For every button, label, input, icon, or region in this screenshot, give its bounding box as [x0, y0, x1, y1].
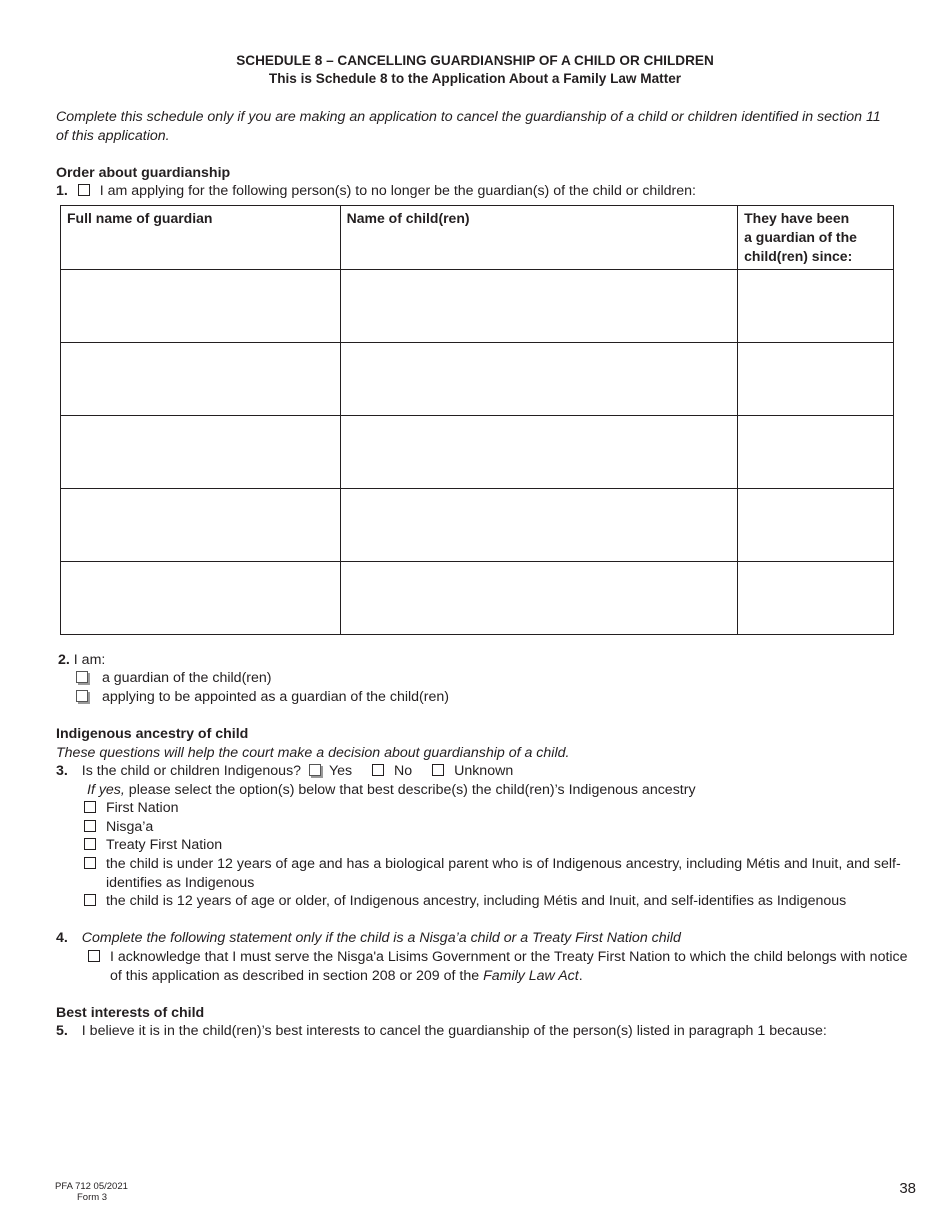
q3-option-nisgaa: [84, 819, 153, 835]
best-interests-heading: Best interests of child: [56, 1005, 205, 1021]
guardian-since-cell[interactable]: [738, 562, 894, 635]
guardian-since-cell[interactable]: [738, 489, 894, 562]
question-3-number: 3.: [56, 763, 68, 779]
question-1-text: I am applying for the following person(s) to no longer be the guardian(s) of the child or children:: [99, 183, 696, 199]
q2-appointed-label: applying to be appointed as a guardian of the child(ren): [101, 689, 449, 705]
q2-guardian-label: a guardian of the child(ren): [101, 670, 272, 686]
guardian-name-cell[interactable]: [61, 489, 341, 562]
question-4: [56, 930, 681, 946]
q3-option-treaty-first-nation: [84, 837, 222, 853]
col-header-since-line-1: They have been: [744, 210, 850, 226]
col-header-since-line-3: child(ren) since:: [744, 248, 853, 264]
q2-option-guardian: [76, 670, 272, 686]
form-name: Form 3: [77, 1192, 108, 1203]
guardian-since-cell[interactable]: [738, 343, 894, 416]
guardian-since-cell[interactable]: [738, 270, 894, 343]
child-name-cell[interactable]: [340, 562, 737, 635]
q3-if-yes-rest: please select the option(s) below that best describe(s) the child(ren)’s Indigenous ancestry: [124, 782, 696, 798]
question-2-number: 2.: [58, 652, 70, 668]
nisgaa-label: Nisga’a: [105, 819, 154, 835]
guardian-table: [60, 205, 894, 635]
q3-option-first-nation: [84, 800, 178, 816]
question-3-text: Is the child or children Indigenous?: [81, 763, 302, 779]
q2-option-appointed: [76, 689, 449, 705]
acknowledge-line-2: [110, 968, 583, 984]
table-row: [61, 343, 894, 416]
q3-option-12-or-older: [84, 893, 846, 909]
question-5-text: I believe it is in the child(ren)’s best interests to cancel the guardianship of the person(s) listed in paragraph 1 because:: [81, 1023, 827, 1039]
acknowledge-line-2-pre: of this application as described in section 208 or 209 of the: [110, 968, 484, 984]
question-1-number: 1.: [56, 183, 68, 199]
q2-guardian-checkbox[interactable]: [76, 671, 88, 683]
question-2-text: I am:: [73, 652, 106, 668]
twelve-or-older-checkbox[interactable]: [84, 894, 96, 906]
table-row: [61, 270, 894, 343]
first-nation-label: First Nation: [105, 800, 179, 816]
acknowledge-line-1: I acknowledge that I must serve the Nisga'a Lisims Government or the Treaty First Nation to which the child belongs with notice: [109, 949, 908, 965]
col-header-guardian-since: [738, 206, 894, 270]
order-heading: Order about guardianship: [56, 165, 231, 181]
acknowledge-line-2-post: .: [578, 968, 583, 984]
q3-unknown-label: Unknown: [454, 763, 514, 779]
table-header-row: [61, 206, 894, 270]
treaty-first-nation-label: Treaty First Nation: [105, 837, 223, 853]
child-name-cell[interactable]: [340, 343, 737, 416]
child-name-cell[interactable]: [340, 416, 737, 489]
col-header-since-line-2: a guardian of the: [744, 229, 857, 245]
guardian-name-cell[interactable]: [61, 562, 341, 635]
q4-acknowledge: [88, 949, 908, 965]
intro-line-1: Complete this schedule only if you are making an application to cancel the guardianship of a child or children identified in section 11: [56, 109, 881, 125]
family-law-act: Family Law Act: [483, 968, 579, 984]
guardian-name-cell[interactable]: [61, 343, 341, 416]
question-4-number: 4.: [56, 930, 68, 946]
question-1: [56, 183, 696, 199]
under-12-checkbox[interactable]: [84, 857, 96, 869]
q3-unknown-checkbox[interactable]: [432, 764, 444, 776]
question-5-number: 5.: [56, 1023, 68, 1039]
child-name-cell[interactable]: [340, 270, 737, 343]
q3-option-under-12: [84, 856, 901, 872]
guardian-name-cell[interactable]: [61, 416, 341, 489]
q3-yes-label: Yes: [328, 763, 353, 779]
table-row: [61, 489, 894, 562]
table-row: [61, 416, 894, 489]
indigenous-help: These questions will help the court make a decision about guardianship of a child.: [56, 745, 570, 761]
under-12-label-line-1: the child is under 12 years of age and has a biological parent who is of Indigenous ancestry, including Métis and Inuit, and self-: [105, 856, 901, 872]
question-1-checkbox[interactable]: [78, 184, 90, 196]
question-2: [58, 652, 105, 668]
intro-line-2: of this application.: [56, 128, 170, 144]
question-3: [56, 763, 513, 779]
indigenous-heading: Indigenous ancestry of child: [56, 726, 249, 742]
q3-if-yes-italic: If yes,: [87, 782, 125, 798]
question-4-instruction: Complete the following statement only if the child is a Nisga’a child or a Treaty First Nation child: [81, 930, 681, 946]
schedule-title: SCHEDULE 8 – CANCELLING GUARDIANSHIP OF A CHILD OR CHILDREN: [236, 53, 714, 68]
schedule-subtitle: This is Schedule 8 to the Application About a Family Law Matter: [268, 71, 682, 86]
twelve-or-older-label: the child is 12 years of age or older, of Indigenous ancestry, including Métis and Inuit, and self-identifies as Indigenous: [105, 893, 847, 909]
treaty-first-nation-checkbox[interactable]: [84, 838, 96, 850]
first-nation-checkbox[interactable]: [84, 801, 96, 813]
page-number: 38: [899, 1180, 916, 1197]
acknowledge-checkbox[interactable]: [88, 950, 100, 962]
child-name-cell[interactable]: [340, 489, 737, 562]
q3-no-checkbox[interactable]: [372, 764, 384, 776]
nisgaa-checkbox[interactable]: [84, 820, 96, 832]
q3-no-label: No: [394, 763, 413, 779]
question-5: [56, 1023, 827, 1039]
q2-appointed-checkbox[interactable]: [76, 690, 88, 702]
guardian-since-cell[interactable]: [738, 416, 894, 489]
col-header-guardian-name: Full name of guardian: [61, 206, 341, 270]
col-header-child-name: Name of child(ren): [340, 206, 737, 270]
q3-yes-checkbox[interactable]: [309, 764, 321, 776]
form-code: PFA 712 05/2021: [55, 1181, 128, 1192]
q3-if-yes-instruction: [87, 782, 696, 798]
under-12-label-line-2: identifies as Indigenous: [106, 875, 255, 891]
guardian-name-cell[interactable]: [61, 270, 341, 343]
table-row: [61, 562, 894, 635]
